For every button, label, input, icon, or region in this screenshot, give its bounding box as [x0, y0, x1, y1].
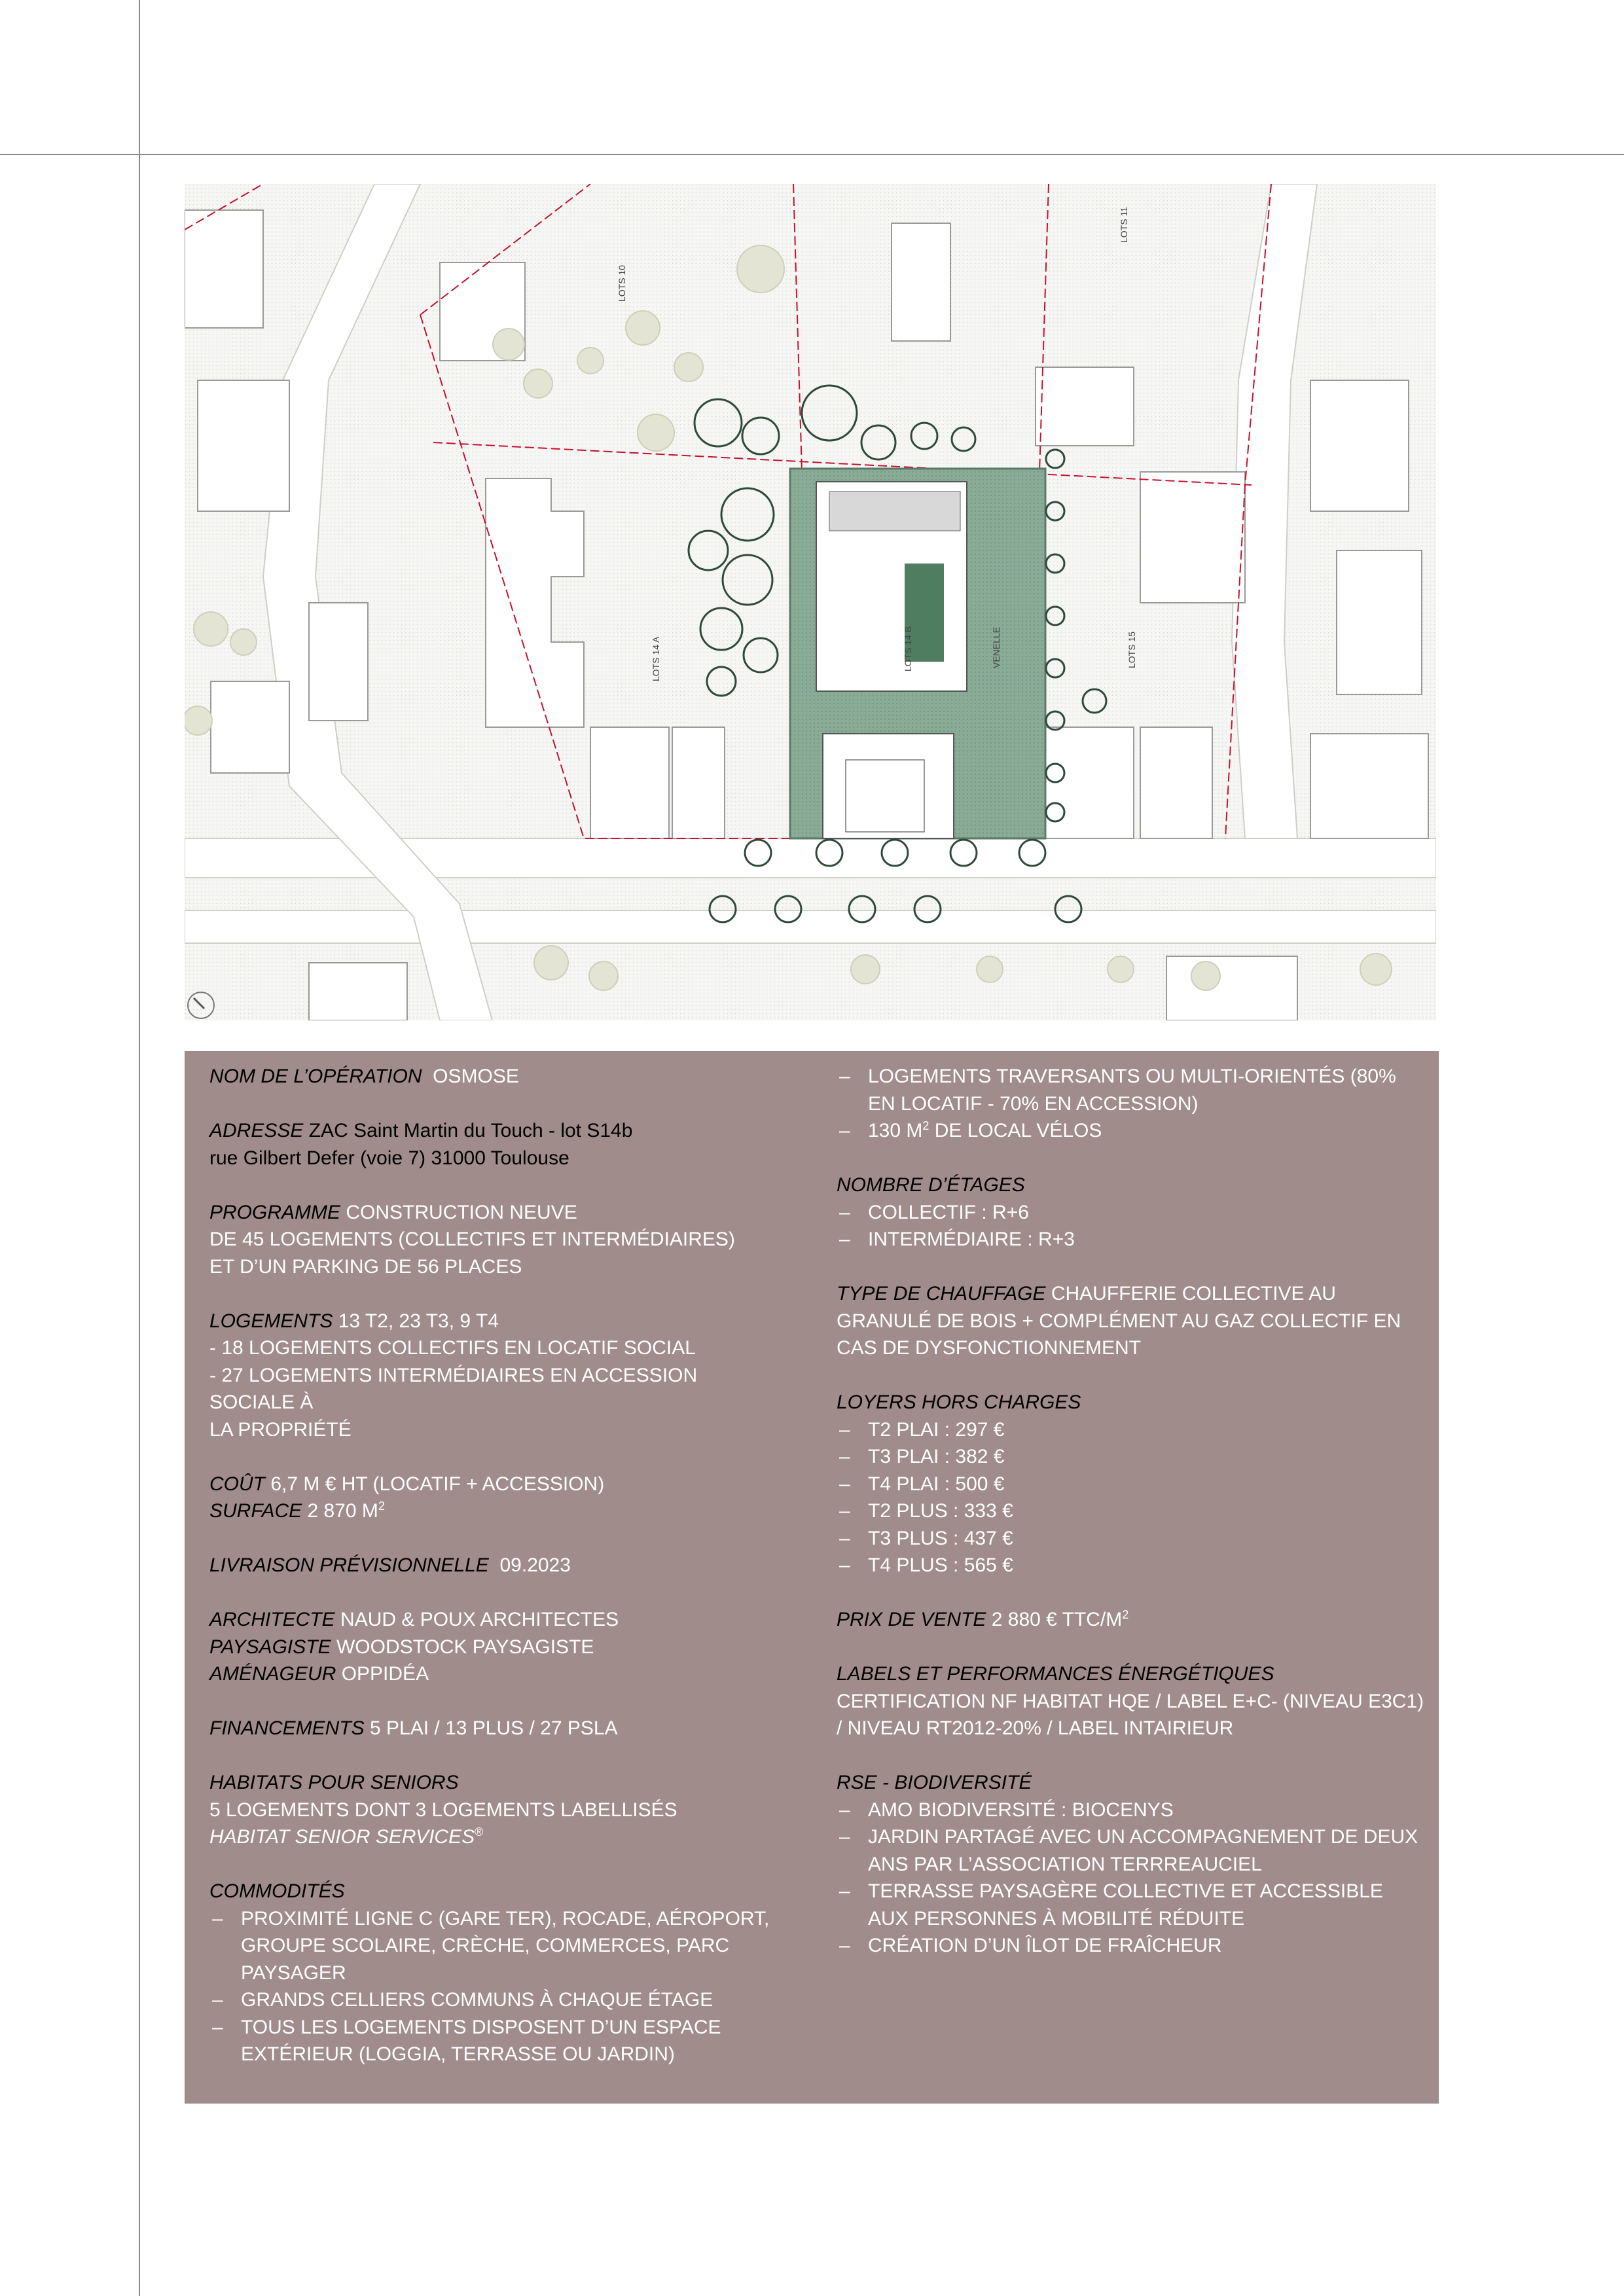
cout-surface-block: COÛT 6,7 M € HT (LOCATIF + ACCESSION) SURFACE 2 870 $M^2$	[209, 1473, 605, 1522]
list-item: – CRÉATION D’UN ÎLOT DE FRAÎCHEUR	[837, 1932, 1426, 1960]
intervenants-block: ARCHITECTE NAUD & POUX ARCHITECTES PAYSAGISTE WOODSTOCK PAYSAGISTE AMÉNAGEUR OPPIDÉA	[209, 1609, 619, 1685]
list-item: – AMO BIODIVERSITÉ : BIOCENYS	[837, 1797, 1426, 1824]
orientation-block	[837, 1063, 1426, 1145]
chauffage-block: TYPE DE CHAUFFAGE CHAUFFERIE COLLECTIVE AU GRANULÉ DE BOIS + COMPLÉMENT AU GAZ COLLECTIF EN CAS DE DYSFONCTIONNEMENT	[837, 1283, 1401, 1359]
list-item: – T3 PLAI : 382 €	[837, 1443, 1426, 1471]
lot-label-15: LOTS 15	[1127, 631, 1137, 668]
venelle-label: VENELLE	[991, 626, 1001, 668]
info-panel	[185, 1051, 1439, 2104]
list-item: – 130 $M^2$ DE LOCAL VÉLOS	[837, 1117, 1426, 1145]
list-item: – INTERMÉDIAIRE : R+3	[837, 1226, 1426, 1253]
list-item: – T2 PLAI : 297 €	[837, 1416, 1426, 1444]
list-item: – LOGEMENTS TRAVERSANTS OU MULTI-ORIENTÉS (80% EN LOCATIF - 70% EN ACCESSION)	[837, 1063, 1426, 1117]
labels-block: LABELS ET PERFORMANCES ÉNERGÉTIQUES CERTIFICATION NF HABITAT HQE / LABEL E+C- (NIVEAU E3C1) / NIVEAU RT2012-20% / LABEL INTAIRIEUR	[837, 1663, 1424, 1739]
list-item: – PROXIMITÉ LIGNE C (GARE TER), ROCADE, AÉROPORT, GROUPE SCOLAIRE, CRÈCHE, COMMERCES, PARC PAYSAGER	[209, 1905, 785, 1987]
commodites-block: COMMODITÉS – PROXIMITÉ LIGNE C (GARE TER), ROCADE, AÉROPORT, GROUPE SCOLAIRE, CRÈCHE, COMMERCES, PARC PAYSAGER – GRANDS CELLIERS COMMUNS À CHAQUE ÉTAGE – TOUS LES LOGEMENTS DISPOSENT D’UN ESPACE EXTÉRIEUR (LOGGIA, TERRASSE OU JARDIN)	[209, 1878, 785, 2068]
lot-label-14b: LOTS 14 B	[903, 626, 913, 672]
etages-block: NOMBRE D’ÉTAGES – COLLECTIF : R+6 – INTERMÉDIAIRE : R+3	[837, 1172, 1426, 1253]
site-plan	[185, 184, 1436, 1020]
lot-label-14a: LOTS 14 A	[651, 636, 661, 681]
rse-block: RSE - BIODIVERSITÉ – AMO BIODIVERSITÉ : BIOCENYS – JARDIN PARTAGÉ AVEC UN ACCOMPAGNEMENT DE DEUX ANS PAR L’ASSOCIATION TERRREAUCIEL – TERRASSE PAYSAGÈRE COLLECTIVE ET ACCESSIBLE AUX PERSONNES À MOBILITÉ RÉDUITE – CRÉATION D’UN ÎLOT DE FRAÎCHEUR	[837, 1769, 1426, 1960]
list-item: – JARDIN PARTAGÉ AVEC UN ACCOMPAGNEMENT DE DEUX ANS PAR L’ASSOCIATION TERRREAUCIEL	[837, 1823, 1426, 1878]
info-column-left	[209, 1063, 785, 2068]
list-item: – T4 PLUS : 565 €	[837, 1552, 1426, 1579]
list-item: – T2 PLUS : 333 €	[837, 1498, 1426, 1525]
list-item: – T4 PLAI : 500 €	[837, 1471, 1426, 1498]
nom-block: NOM DE L’OPÉRATION OSMOSE	[209, 1066, 519, 1087]
list-item: – TOUS LES LOGEMENTS DISPOSENT D’UN ESPACE EXTÉRIEUR (LOGGIA, TERRASSE OU JARDIN)	[209, 2014, 785, 2068]
lot-label-11: LOTS 11	[1119, 207, 1129, 243]
info-column-right	[837, 1063, 1426, 1960]
programme-block: PROGRAMME CONSTRUCTION NEUVE DE 45 LOGEMENTS (COLLECTIFS ET INTERMÉDIAIRES) ET D’UN PARKING DE 56 PLACES	[209, 1201, 735, 1278]
financements-block: FINANCEMENTS 5 PLAI / 13 PLUS / 27 PSLA	[209, 1717, 618, 1739]
adresse-block: ADRESSE ZAC Saint Martin du Touch - lot S14b rue Gilbert Defer (voie 7) 31000 Toulouse	[209, 1120, 633, 1169]
list-item: – TERRASSE PAYSAGÈRE COLLECTIVE ET ACCESSIBLE AUX PERSONNES À MOBILITÉ RÉDUITE	[837, 1878, 1426, 1932]
loyers-block: LOYERS HORS CHARGES – T2 PLAI : 297 € – T3 PLAI : 382 € – T4 PLAI : 500 € – T2 PLUS : 333 € – T3 PLUS : 437 € – T4 PLUS : 565 €	[837, 1389, 1426, 1579]
logements-block: LOGEMENTS 13 T2, 23 T3, 9 T4 - 18 LOGEMENTS COLLECTIFS EN LOCATIF SOCIAL - 27 LOGEMENTS INTERMÉDIAIRES EN ACCESSION SOCIALE À LA PROPRIÉTÉ	[209, 1310, 698, 1441]
seniors-block: HABITATS POUR SENIORS 5 LOGEMENTS DONT 3 LOGEMENTS LABELLISÉS HABITAT SENIOR SERVICES®	[209, 1772, 677, 1848]
prix-block: PRIX DE VENTE 2 880 € TTC/$M^2$	[837, 1608, 1129, 1630]
lot-label-10: LOTS 10	[617, 264, 627, 302]
list-item: – T3 PLUS : 437 €	[837, 1525, 1426, 1552]
header-rule	[0, 154, 1624, 155]
margin-rule	[139, 0, 140, 2296]
list-item: – COLLECTIF : R+6	[837, 1199, 1426, 1227]
livraison-block: LIVRAISON PRÉVISIONNELLE 09.2023	[209, 1554, 571, 1576]
list-item: – GRANDS CELLIERS COMMUNS À CHAQUE ÉTAGE	[209, 1986, 785, 2014]
